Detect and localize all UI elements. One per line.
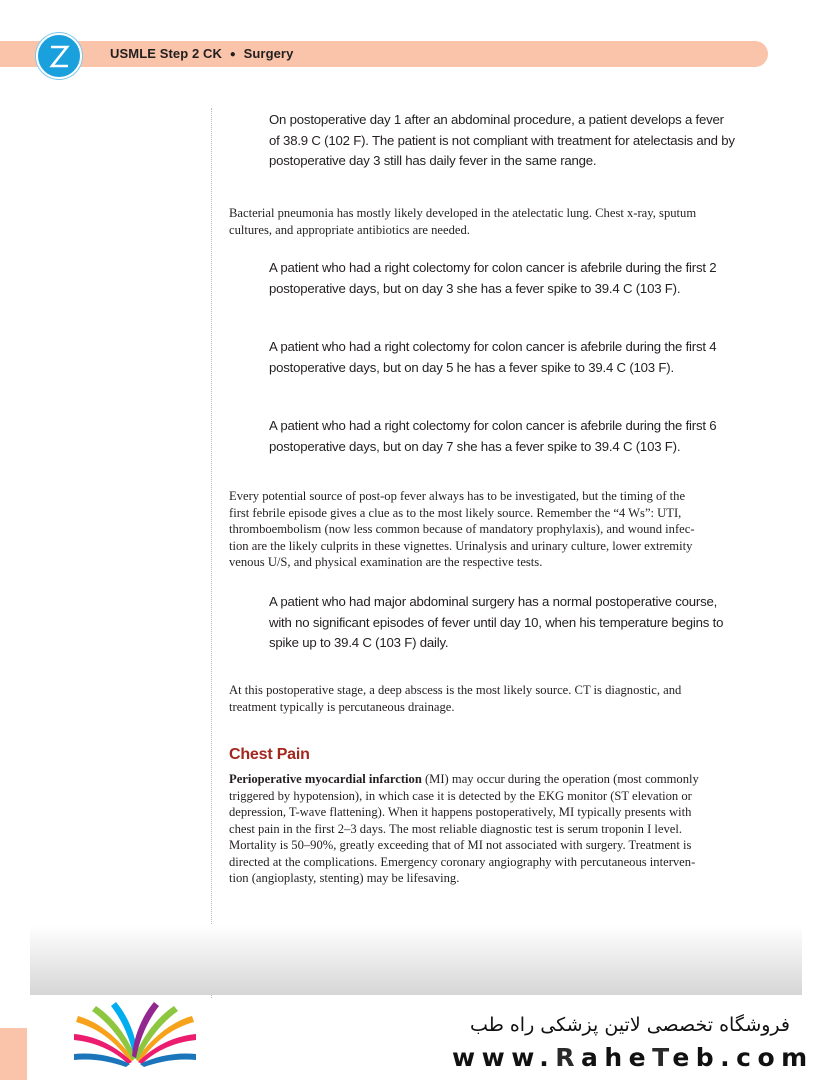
store-url[interactable] [452,1043,814,1072]
page-bottom-shadow [30,925,802,995]
step2-logo-icon [36,33,82,79]
footer-accent-block [0,1028,27,1080]
paragraph-line: chest pain in the first 2–3 days. The most reliable diagnostic test is serum troponin I level. [229,821,683,836]
vignette-line: postoperative day 3 still has daily fever in the same range. [269,153,597,168]
section-heading-chest-pain: Chest Pain [229,746,310,763]
header-chapter: Surgery [243,46,294,61]
chest-pain-paragraph [229,771,744,887]
vignette-line: A patient who had a right colectomy for colon cancer is afebrile during the first 2 [269,260,717,275]
clinical-vignette-3 [269,337,739,378]
paragraph-line: depression, T-wave flattening). When it happens postoperatively, MI typically presents with [229,805,692,819]
bold-term: Perioperative myocardial infarction [229,772,422,786]
vignette-line: A patient who had a right colectomy for colon cancer is afebrile during the first 4 [269,339,717,354]
paragraph-line: tion are the likely culprits in these vignettes. Urinalysis and urinary culture, lower extremity [229,538,693,553]
clinical-vignette-1 [269,110,739,172]
vignette-line: postoperative days, but on day 3 she has a fever spike to 39.4 C (103 F). [269,280,681,296]
paragraph-line: Bacterial pneumonia has mostly likely developed in the atelectatic lung. Chest x-ray, sputum [229,206,697,220]
vignette-line: spike up to 39.4 C (103 F) daily. [269,635,449,650]
vignette-line: A patient who had major abdominal surgery has a normal postoperative course, [269,594,718,609]
paragraph-line: venous U/S, and physical examination are the respective tests. [229,555,543,569]
header-book-title: USMLE Step 2 CK [110,46,223,61]
url-letter-t: T [652,1043,673,1072]
paragraph-line: first febrile episode gives a clue as to the most likely source. Remember the “4 Ws”: UTI, [229,505,682,520]
paragraph-line-rest: (MI) may occur during the operation (most commonly [421,772,699,786]
clinical-vignette-5 [269,592,739,654]
url-eb: eb [672,1043,721,1072]
url-ahe: ahe [580,1043,653,1072]
paragraph-line: At this postoperative stage, a deep abscess is the most likely source. CT is diagnostic, and [229,683,682,697]
clinical-vignette-2 [269,258,739,299]
margin-rule [211,108,212,998]
paragraph-line: cultures, and appropriate antibiotics are needed. [229,222,470,237]
paragraph-line: thromboembolism (now less common because of mandatory prophylaxis), and wound infec- [229,522,695,536]
url-letter-r: R [555,1043,581,1072]
store-name-persian: فروشگاه تخصصی لاتین پزشکی راه طب [470,1014,790,1036]
header-separator: ● [229,49,236,60]
explanation-paragraph-1 [229,205,744,238]
vignette-line: postoperative days, but on day 7 she has a fever spike to 39.4 C (103 F). [269,438,681,454]
paragraph-line: tion (angioplasty, stenting) may be lifesaving. [229,871,460,885]
paragraph-line: Mortality is 50–90%, greatly exceeding that of MI not associated with surgery. Treatment is [229,838,692,852]
vignette-line: A patient who had a right colectomy for colon cancer is afebrile during the first 6 [269,418,717,433]
vignette-line: with no significant episodes of fever until day 10, when his temperature begins to [269,614,724,630]
vignette-line: On postoperative day 1 after an abdominal procedure, a patient develops a fever [269,112,724,127]
running-header [110,46,293,61]
paragraph-line: triggered by hypotension), in which case it is detected by the EKG monitor (ST elevation or [229,788,692,803]
paragraph-line: directed at the complications. Emergency coronary angiography with percutaneous interven- [229,854,696,869]
paragraph-line [229,771,744,788]
paragraph-line: treatment typically is percutaneous drainage. [229,699,455,714]
explanation-paragraph-2 [229,488,744,571]
url-prefix: www. [452,1043,556,1072]
clinical-vignette-4 [269,416,739,457]
explanation-paragraph-3 [229,682,744,715]
book-logo-icon [70,1000,200,1077]
url-suffix: .com [720,1043,814,1072]
vignette-line: of 38.9 C (102 F). The patient is not compliant with treatment for atelectasis and by [269,132,735,148]
vignette-line: postoperative days, but on day 5 he has a fever spike to 39.4 C (103 F). [269,359,674,375]
paragraph-line: Every potential source of post-op fever always has to be investigated, but the timing of the [229,489,686,503]
